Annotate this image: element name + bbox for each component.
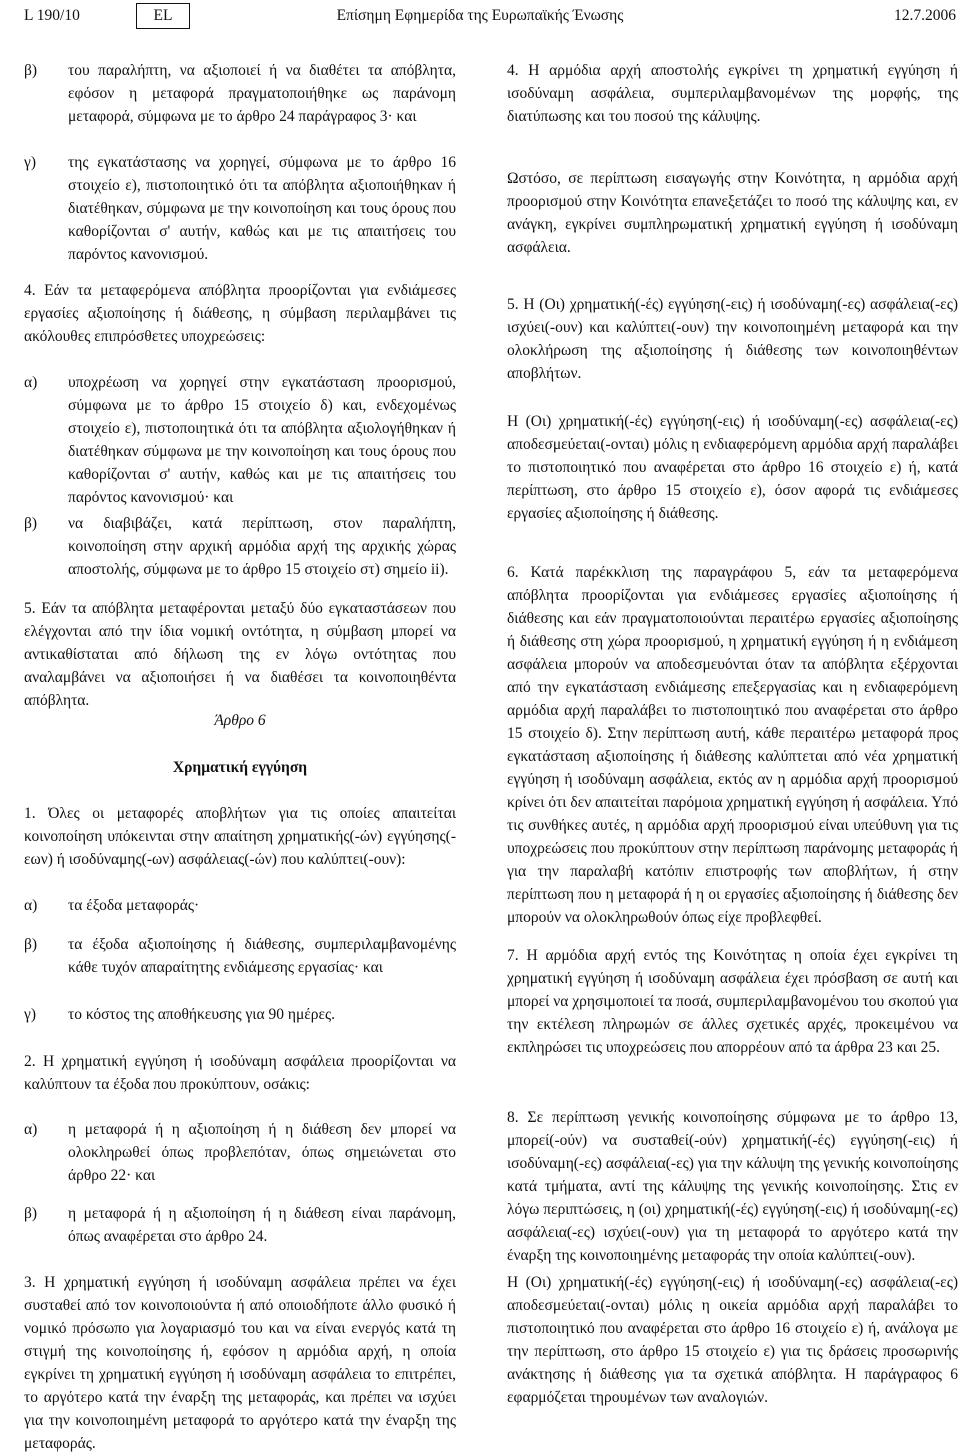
item-marker: β) <box>24 62 38 79</box>
paragraph: Ωστόσο, σε περίπτωση εισαγωγής στην Κοινότητα, η αρμόδια αρχή προορισμού στην Κοινότητα επανεξετάζει το ποσό της κάλυψης και, εν ανάγκη, εγκρίνει συμπληρωματική χρηματική εγγύηση ή ισοδύναμη ασφάλεια. <box>507 170 958 256</box>
item-marker: β) <box>24 1205 38 1222</box>
item-marker: α) <box>24 1121 38 1138</box>
article-title: Χρηματική εγγύηση <box>172 759 308 776</box>
paragraph: 4. Η αρμόδια αρχή αποστολής εγκρίνει τη χρηματική εγγύηση ή ισοδύναμη ασφάλεια, συμπεριλαμβανομένων της μορφής, της διατύπωσης και του ποσού της κάλυψης. <box>507 62 958 125</box>
item-text: της εγκατάστασης να χορηγεί, σύμφωνα με το άρθρο 16 στοιχείο ε), πιστοποιητικό ότι τα απόβλητα αξιοποιήθηκαν ή διατέθηκαν, σύμφωνα με την κοινοποίηση και τους όρους που καθορίζονται σ' αυτήν, καθώς και με τις απαιτήσεις του παρόντος κανονισμού. <box>68 154 456 263</box>
list-item <box>24 371 456 509</box>
item-text: τα έξοδα αξιοποίησης ή διάθεσης, συμπεριλαμβανομένης κάθε τυχόν απαραίτητης ενδιάμεσης εργασίας· και <box>68 936 456 976</box>
paragraph: 4. Εάν τα μεταφερόμενα απόβλητα προορίζονται για ενδιάμεσες εργασίες αξιοποίησης ή διάθεσης, η σύμβαση περιλαμβάνει τις ακόλουθες επιπρόσθετες υποχρεώσεις: <box>24 282 456 345</box>
language-badge: EL <box>136 3 190 29</box>
item-marker: γ) <box>24 154 37 171</box>
item-text: του παραλήπτη, να αξιοποιεί ή να διαθέτει τα απόβλητα, εφόσον η μεταφορά πραγματοποιήθηκε ως παράνομη μεταφορά, σύμφωνα με το άρθρο 24 παράγραφος 3· και <box>68 62 456 125</box>
list-item <box>24 1118 456 1187</box>
item-text: τα έξοδα μεταφοράς· <box>68 897 200 914</box>
paragraph: 6. Κατά παρέκκλιση της παραγράφου 5, εάν τα μεταφερόμενα απόβλητα προορίζονται για ενδιάμεσες εργασίες αξιοποίησης ή διάθεσης και εάν πραγματοποιούνται περαιτέρω εργασίες αξιοποίησης ή διάθεσης στη χώρα προορισμού, η χρηματική εγγύηση ή η ενδιάμεση ασφάλεια μπορούν να αποδεσμευόνται όταν τα απόβλητα εξέρχονται από την εγκατάσταση ενδιάμεσης επεξεργασίας και η ενδιαφερόμενη αρμόδια αρχή παραλάβει το πιστοποιητικό που αναφέρεται στο άρθρο 15 στοιχείο δ). Στην περίπτωση αυτή, κάθε περαιτέρω μεταφορά προς εγκατάσταση αξιοποίησης ή διάθεσης καλύπτεται από νέα χρηματική εγγύηση ή ισοδύναμη ασφάλεια, εκτός αν η αρμόδια αρχή προορισμού κρίνει ότι δεν απαιτείται παρόμοια χρηματική εγγύηση ή ασφάλεια. Υπό τις συνθήκες αυτές, η αρμόδια αρχή προορισμού είναι υπεύθυνη για τις υποχρεώσεις που προκύπτουν στην περίπτωση παράνομης μεταφοράς ή για την παραλαβή κατόπιν επιστροφής των αποβλήτων, ή στην περίπτωση που η μεταφορά ή η οι εργασίες αξιοποίησης ή διάθεσης δεν μπορούν να ολοκληρωθούν όπως είχε προβλεφθεί. <box>507 564 958 926</box>
item-marker: β) <box>24 936 38 953</box>
journal-title: Επίσημη Εφημερίδα της Ευρωπαϊκής Ένωσης <box>336 7 624 24</box>
list-item <box>24 59 456 128</box>
list-item <box>24 894 456 917</box>
item-text: το κόστος της αποθήκευσης για 90 ημέρες. <box>68 1006 336 1023</box>
item-text: η μεταφορά ή η αξιοποίηση ή η διάθεση δεν μπορεί να ολοκληρωθεί όπως προβλεπόταν, όπως σημειώνεται στο άρθρο 22· και <box>68 1121 456 1184</box>
list-item <box>24 933 456 979</box>
article-number: Άρθρο 6 <box>214 712 266 729</box>
item-text: να διαβιβάζει, κατά περίπτωση, στον παραλήπτη, κοινοποίηση στην αρχική αρμόδια αρχή της αρχικής χώρας αποστολής, σύμφωνα με το άρθρο 15 στοιχείο στ) σημείο ii). <box>68 515 456 578</box>
paragraph: 2. Η χρηματική εγγύηση ή ισοδύναμη ασφάλεια προορίζονται να καλύπτουν τα έξοδα που προκύπτουν, οσάκις: <box>24 1053 456 1093</box>
paragraph: 5. Η (Οι) χρηματική(-ές) εγγύηση(-εις) ή ισοδύναμη(-ες) ασφάλεια(-ες) ισχύει(-ουν) και καλύπτει(-ουν) την κοινοποιημένη μεταφορά και την ολοκλήρωση της αξιοποίησης ή διάθεσης των κοινοποιηθέντων αποβλήτων. <box>507 296 958 382</box>
item-marker: γ) <box>24 1006 37 1023</box>
item-text: υποχρέωση να χορηγεί στην εγκατάσταση προορισμού, σύμφωνα με το άρθρο 15 στοιχείο δ) και, ενδεχομένως στοιχείο ε), πιστοποιητικά ότι τα απόβλητα αξιολογήθηκαν ή διατέθηκαν σύμφωνα με την κοινοποίηση και τους όρους που καθορίζονται σ' αυτήν, καθώς και με τις απαιτήσεις του παρόντος κανονισμού· και <box>68 374 456 506</box>
paragraph: 5. Εάν τα απόβλητα μεταφέρονται μεταξύ δύο εγκαταστάσεων που ελέγχονται από την ίδια νομική οντότητα, η σύμβαση μπορεί να αντικαθίσταται από δήλωση της εν λόγω οντότητας που αναλαμβάνει να αξιοποιήσει ή να διαθέσει τα κοινοποιηθέντα απόβλητα. <box>24 600 456 709</box>
paragraph: Η (Οι) χρηματική(-ές) εγγύηση(-εις) ή ισοδύναμη(-ες) ασφάλεια(-ες) αποδεσμεύεται(-ονται) μόλις η ενδιαφερόμενη αρμόδια αρχή παραλάβει το πιστοποιητικό που αναφέρεται στο άρθρο 16 στοιχείο ε) ή, κατά περίπτωση, στο άρθρο 15 στοιχείο ε), όσον αφορά τις ενδιάμεσες εργασίες αξιοποίησης ή διάθεσης. <box>507 413 958 522</box>
list-item <box>24 151 456 266</box>
publication-date: 12.7.2006 <box>894 7 956 24</box>
item-marker: α) <box>24 897 38 914</box>
item-text: η μεταφορά ή η αξιοποίηση ή η διάθεση είναι παράνομη, όπως αναφέρεται στο άρθρο 24. <box>68 1205 456 1245</box>
paragraph: 3. Η χρηματική εγγύηση ή ισοδύναμη ασφάλεια πρέπει να έχει συσταθεί από τον κοινοποιούντα ή από οποιοδήποτε άλλο φυσικό ή νομικό πρόσωπο για λογαριασμό του και να είναι ενεργός κατά τη στιγμή της κοινοποίησης ή, εφόσον η αρμόδια αρχή, η οποία εγκρίνει τη χρηματική εγγύηση ή ισοδύναμη ασφάλεια το επιτρέπει, το αργότερο κατά την έναρξη της μεταφοράς, και πρέπει να ισχύει για την κοινοποιημένη μεταφορά το αργότερο κατά την έναρξη της μεταφοράς. <box>24 1274 456 1452</box>
page-reference: L 190/10 <box>24 7 80 24</box>
paragraph: Η (Οι) χρηματική(-ές) εγγύηση(-εις) ή ισοδύναμη(-ες) ασφάλεια(-ες) αποδεσμεύεται(-ονται) μόλις η οικεία αρμόδια αρχή παραλάβει το πιστοποιητικό που αναφέρεται στο άρθρο 16 στοιχείο ε) ή, ανάλογα με την περίπτωση, στο άρθρο 15 στοιχείο ε) για τις δράσεις προσωρινής ανάκτησης ή διάθεσης για τα σχετικά απόβλητα. Η παράγραφος 6 εφαρμόζεται τηρουμένων των αναλογιών. <box>507 1274 958 1406</box>
item-marker: β) <box>24 515 38 532</box>
item-marker: α) <box>24 374 38 391</box>
list-item <box>24 512 456 581</box>
list-item <box>24 1003 456 1026</box>
list-item <box>24 1202 456 1248</box>
paragraph: 1. Όλες οι μεταφορές αποβλήτων για τις οποίες απαιτείται κοινοποίηση υπόκεινται στην απαίτηση χρηματικής(-ών) εγγύησης(-εων) ή ισοδύναμης(-ων) ασφάλειας(-ών) που καλύπτει(-ουν): <box>24 805 456 868</box>
paragraph: 7. Η αρμόδια αρχή εντός της Κοινότητας η οποία έχει εγκρίνει τη χρηματική εγγύηση ή ισοδύναμη ασφάλεια έχει πρόσβαση σε αυτή και μπορεί να χρησιμοποιεί τα ποσά, συμπεριλαμβανομένου του σκοπού για την εκτέλεση πληρωμών σε άλλες σχετικές αρχές, προκειμένου να εκπληρώσει τις υποχρεώσεις που απορρέουν από τα άρθρα 23 και 25. <box>507 947 958 1056</box>
paragraph: 8. Σε περίπτωση γενικής κοινοποίησης σύμφωνα με το άρθρο 13, μπορεί(-ούν) να συσταθεί(-ούν) χρηματική(-ές) εγγύηση(-εις) ή ισοδύναμη(-ες) ασφάλεια(-ες) για την κάλυψη της γενικής κοινοποίησης κατά τμήματα, αντί της κάλυψης της γενικής κοινοποίησης. Στις εν λόγω περιπτώσεις, η (οι) χρηματική(-ές) εγγύηση(-εις) ή ισοδύναμη(-ες) ασφάλεια(-ες) ισχύει(-ουν) για τη μεταφορά το αργότερο κατά την έναρξη της κοινοποιημένης μεταφοράς την οποία καλύπτει(-ουν). <box>507 1109 958 1264</box>
